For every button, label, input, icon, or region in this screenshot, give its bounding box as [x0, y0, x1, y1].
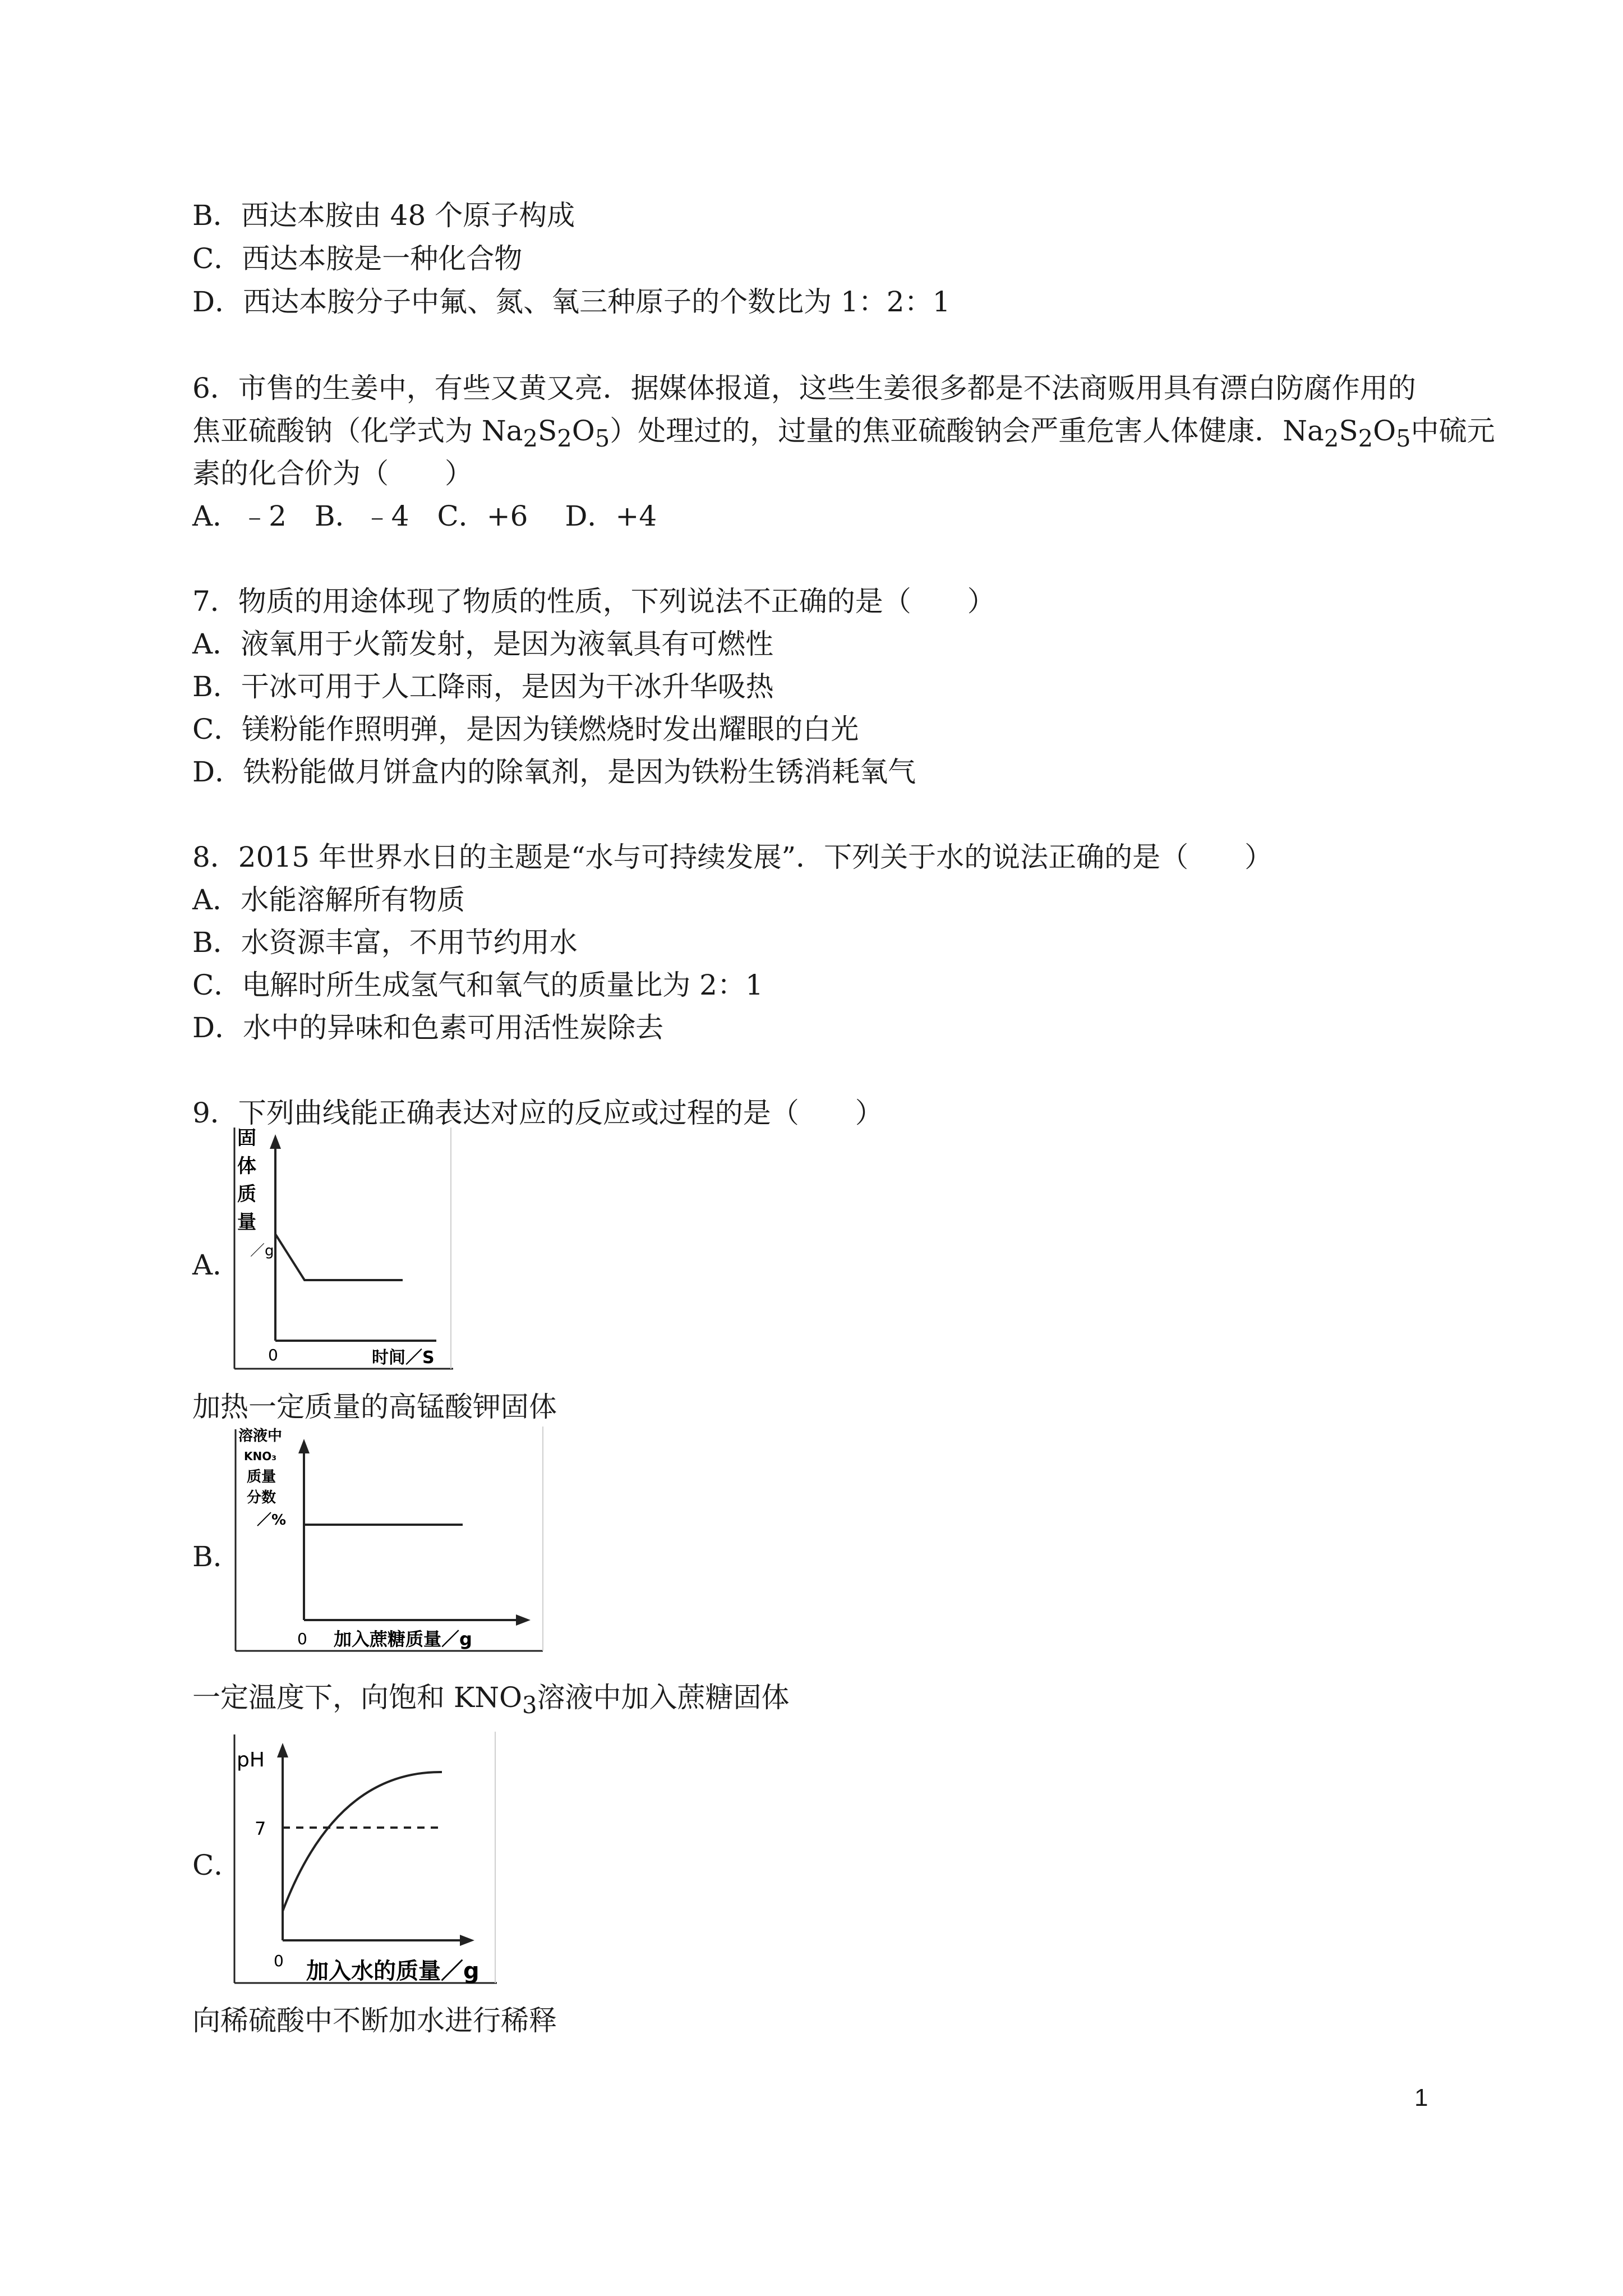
- q9-option-c-graph: [234, 1732, 498, 1983]
- origin-label: 0: [297, 1630, 307, 1648]
- page-number: 1: [1414, 2084, 1428, 2111]
- y-label-1: 溶液中: [238, 1428, 283, 1444]
- q6-stem-line2: 焦亚硫酸钠（化学式为 $Na_2S_2O_5$）处理过的，过量的焦亚硫酸钠会严重危害人体健康．$Na_2S_2O_5$中硫元: [192, 415, 1495, 452]
- q7-option-d: D．铁粉能做月饼盒内的除氧剂，是因为铁粉生锈消耗氧气: [192, 756, 916, 788]
- x-axis-arrow: [516, 1614, 531, 1626]
- x-label: 时间／S: [372, 1348, 435, 1368]
- y-label-4: 分数: [247, 1489, 276, 1506]
- q7-option-c: C．镁粉能作照明弹，是因为镁燃烧时发出耀眼的白光: [192, 713, 859, 746]
- x-axis-arrow: [460, 1935, 474, 1946]
- y-label-3: 质: [237, 1183, 256, 1205]
- q7-option-b: B．干冰可用于人工降雨，是因为干冰升华吸热: [192, 670, 774, 703]
- q8-option-d: D．水中的异味和色素可用活性炭除去: [192, 1011, 664, 1044]
- q6-stem-line3: 素的化合价为（ ）: [192, 457, 473, 490]
- q9-option-c-label: C．: [192, 1849, 242, 1881]
- q9-option-a-label: A．: [192, 1249, 241, 1281]
- y-label-2: KNO₃: [244, 1450, 276, 1463]
- q8-stem: 8．2015 年世界水日的主题是“水与可持续发展”．下列关于水的说法正确的是（ ）: [192, 841, 1273, 873]
- q8-option-a: A．水能溶解所有物质: [192, 884, 465, 916]
- q5-option-c: C．西达本胺是一种化合物: [192, 242, 523, 275]
- seven-label: 7: [255, 1818, 266, 1839]
- q5-option-d: D．西达本胺分子中氟、氮、氧三种原子的个数比为 1：2：1: [192, 286, 951, 318]
- y-label-2: 体: [237, 1155, 256, 1177]
- y-label-4: 量: [237, 1211, 256, 1234]
- origin-label: 0: [274, 1952, 284, 1970]
- q9-option-b-graph: [236, 1427, 547, 1651]
- q7-option-a: A．液氧用于火箭发射，是因为液氧具有可燃性: [192, 628, 774, 660]
- y-axis-arrow: [270, 1134, 281, 1149]
- q9-option-a-graph: [234, 1128, 459, 1369]
- y-label: pH: [237, 1749, 265, 1772]
- y-label-3: 质量: [247, 1469, 276, 1485]
- q9-option-b-label: B．: [192, 1540, 241, 1573]
- curve: [275, 1234, 403, 1280]
- q9-option-b-caption: 一定温度下，向饱和 $KNO_3$溶液中加入蔗糖固体: [192, 1681, 790, 1719]
- curve: [283, 1772, 442, 1911]
- q9-option-c-caption: 向稀硫酸中不断加水进行稀释: [192, 2004, 557, 2037]
- y-axis-arrow: [298, 1439, 310, 1453]
- x-label: 加入蔗糖质量／g: [334, 1628, 472, 1650]
- y-axis-arrow: [277, 1743, 288, 1757]
- y-label-unit: ／g: [250, 1243, 274, 1259]
- origin-label: 0: [268, 1346, 278, 1364]
- q9-stem: 9．下列曲线能正确表达对应的反应或过程的是（ ）: [192, 1097, 883, 1129]
- y-label-1: 固: [237, 1127, 256, 1149]
- q6-options: A．﹣2 B．﹣4 C．+6 D．+4: [192, 500, 657, 532]
- x-label: 加入水的质量／g: [306, 1958, 479, 1984]
- q9-option-a-caption: 加热一定质量的高锰酸钾固体: [192, 1391, 557, 1423]
- q6-stem-line1: 6．市售的生姜中，有些又黄又亮．据媒体报道，这些生姜很多都是不法商贩用具有漂白防腐作用的: [192, 372, 1416, 404]
- q8-option-b: B．水资源丰富，不用节约用水: [192, 926, 578, 959]
- q5-option-b: B．西达本胺由 48 个原子构成: [192, 199, 575, 232]
- q7-stem: 7．物质的用途体现了物质的性质，下列说法不正确的是（ ）: [192, 585, 995, 618]
- q8-option-c: C．电解时所生成氢气和氧气的质量比为 2：1: [192, 969, 763, 1001]
- y-label-unit: ／%: [257, 1512, 287, 1529]
